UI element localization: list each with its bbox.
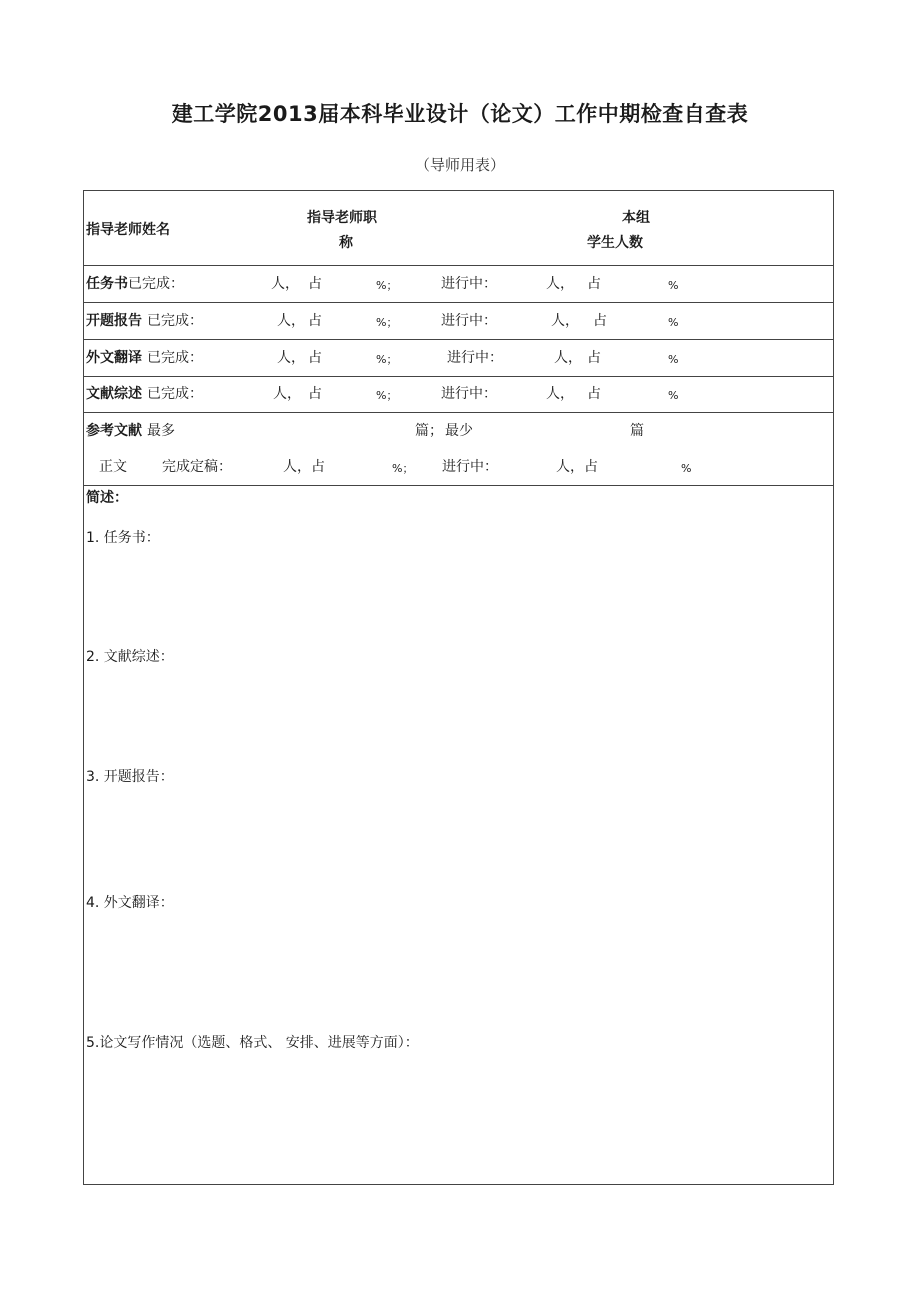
document-title: 建工学院2013届本科毕业设计（论文）工作中期检查自查表 (171, 102, 749, 126)
progress-row-person2: 人， (554, 350, 582, 366)
body-person2: 人，占 (556, 459, 598, 475)
progress-row-status: 已完成： (147, 350, 203, 366)
progress-row-person: 人， (273, 386, 301, 402)
body-pct2: % (681, 462, 692, 475)
row-divider (84, 412, 833, 413)
progress-row-share2: 占 (593, 313, 607, 329)
progress-row-status: 已完成： (147, 386, 203, 402)
body-final-label: 完成定稿： (162, 459, 232, 475)
body-pct: %； (392, 462, 414, 475)
progress-row-share2: 占 (587, 350, 601, 366)
progress-row-pct: %； (376, 279, 398, 292)
progress-row-share2: 占 (587, 276, 601, 292)
progress-row-status: 已完成： (147, 313, 203, 329)
progress-row-label: 任务书 (86, 276, 128, 292)
progress-row-share: 占 (308, 350, 322, 366)
row-divider (84, 339, 833, 340)
references-unit2: 篇 (630, 423, 644, 439)
summary-item-proposal: 3. 开题报告： (86, 769, 174, 785)
progress-row-person: 人， (271, 276, 299, 292)
references-label: 参考文献 (86, 423, 142, 439)
progress-row-label: 外文翻译 (86, 350, 142, 366)
summary-item-translation: 4. 外文翻译： (86, 895, 174, 911)
progress-row-share: 占 (308, 276, 322, 292)
progress-row-share: 占 (308, 386, 322, 402)
progress-row-pct: %； (376, 316, 398, 329)
body-text-label: 正文 (99, 459, 127, 475)
row-divider (84, 302, 833, 303)
progress-row-person: 人， (277, 350, 305, 366)
body-ongoing: 进行中： (442, 459, 498, 475)
progress-row-person2: 人， (551, 313, 579, 329)
advisor-title-label-line2: 称 (339, 235, 353, 251)
summary-item-task-book: 1. 任务书： (86, 530, 160, 546)
progress-row-person2: 人， (546, 386, 574, 402)
summary-item-thesis-writing: 5.论文写作情况（选题、格式、 安排、进展等方面）： (86, 1035, 419, 1051)
row-divider (84, 485, 833, 486)
summary-item-literature-review: 2. 文献综述： (86, 649, 174, 665)
progress-row-ongoing: 进行中： (441, 276, 497, 292)
progress-row-share: 占 (308, 313, 322, 329)
progress-row-status: 已完成： (128, 276, 184, 292)
inspection-form (83, 190, 834, 1185)
row-divider (84, 265, 833, 266)
students-label-line2: 学生人数 (587, 235, 643, 251)
row-divider (84, 376, 833, 377)
progress-row-pct2: % (668, 279, 679, 292)
progress-row-pct2: % (668, 353, 679, 366)
references-unit: 篇； (415, 423, 443, 439)
students-label-line1: 本组 (622, 210, 650, 226)
progress-row-label: 文献综述 (86, 386, 142, 402)
progress-row-pct2: % (668, 389, 679, 402)
progress-row-share2: 占 (587, 386, 601, 402)
references-min-label: 最少 (445, 423, 473, 439)
progress-row-person2: 人， (546, 276, 574, 292)
advisor-title-label-line1: 指导老师职 (307, 210, 377, 226)
summary-label: 简述： (86, 490, 128, 506)
progress-row-person: 人， (277, 313, 305, 329)
body-person: 人，占 (283, 459, 325, 475)
progress-row-ongoing: 进行中： (447, 350, 503, 366)
progress-row-ongoing: 进行中： (441, 313, 497, 329)
progress-row-ongoing: 进行中： (441, 386, 497, 402)
advisor-name-label: 指导老师姓名 (86, 222, 170, 238)
progress-row-pct: %； (376, 389, 398, 402)
document-subtitle: （导师用表） (414, 156, 505, 174)
progress-row-pct2: % (668, 316, 679, 329)
references-max-label: 最多 (147, 423, 175, 439)
progress-row-label: 开题报告 (86, 313, 142, 329)
progress-row-pct: %； (376, 353, 398, 366)
